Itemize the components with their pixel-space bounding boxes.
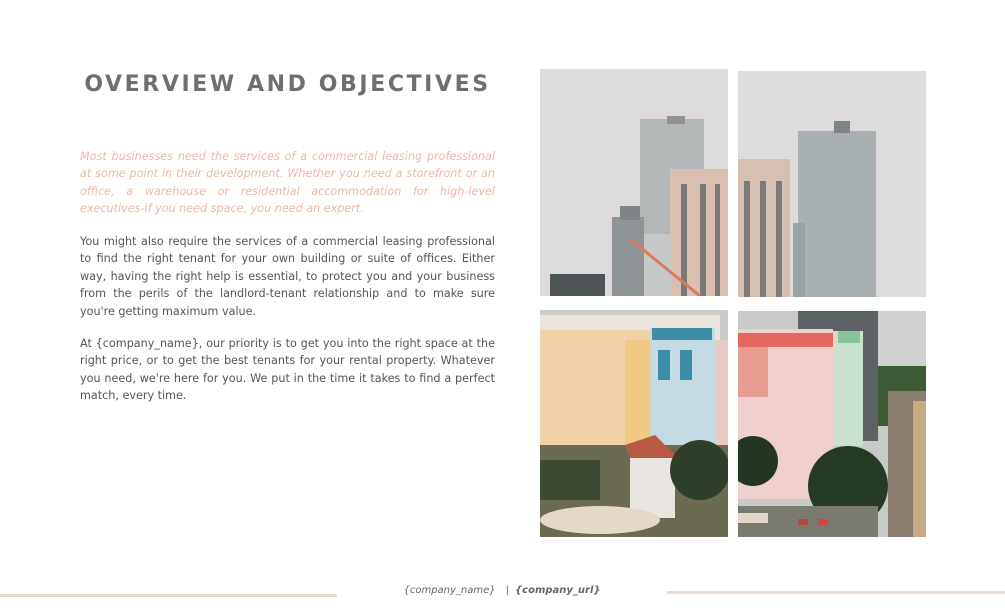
photo-skyline-top-right xyxy=(738,71,926,297)
photo-skyline-top-left xyxy=(540,69,728,296)
photo-buildings-bottom-left xyxy=(540,310,728,537)
body-paragraph-1: You might also require the services of a commercial leasing professional to find the right tenant for your own building or suite of offices. Either way, having the right help is essential, to protect you and your business from the perils of the landlord-tenant relationship and to make sure you're getting maximum value. xyxy=(80,235,495,318)
footer-divider-right xyxy=(667,591,1005,594)
body-paragraph-2: At {company_name}, our priority is to get you into the right space at the right price, or to get the best tenants for your rental property. Whatever you need, we're here for you. We put in the time it takes to find a perfect match, every time. xyxy=(80,337,495,403)
lead-paragraph: Most businesses need the services of a commercial leasing professional at some point in their development. Whether you need a storefront or an office, a warehouse or residential accommodation for high-level executives-if you need space, you need an expert. xyxy=(80,150,495,216)
footer-separator: | xyxy=(505,585,510,596)
footer-company-name: {company_name} xyxy=(403,585,496,596)
footer xyxy=(337,585,667,596)
photo-buildings-bottom-right xyxy=(738,311,926,537)
footer-divider-left xyxy=(0,594,337,597)
footer-company-url[interactable]: {company_url} xyxy=(515,585,601,596)
page-title: OVERVIEW AND OBJECTIVES xyxy=(84,72,491,97)
